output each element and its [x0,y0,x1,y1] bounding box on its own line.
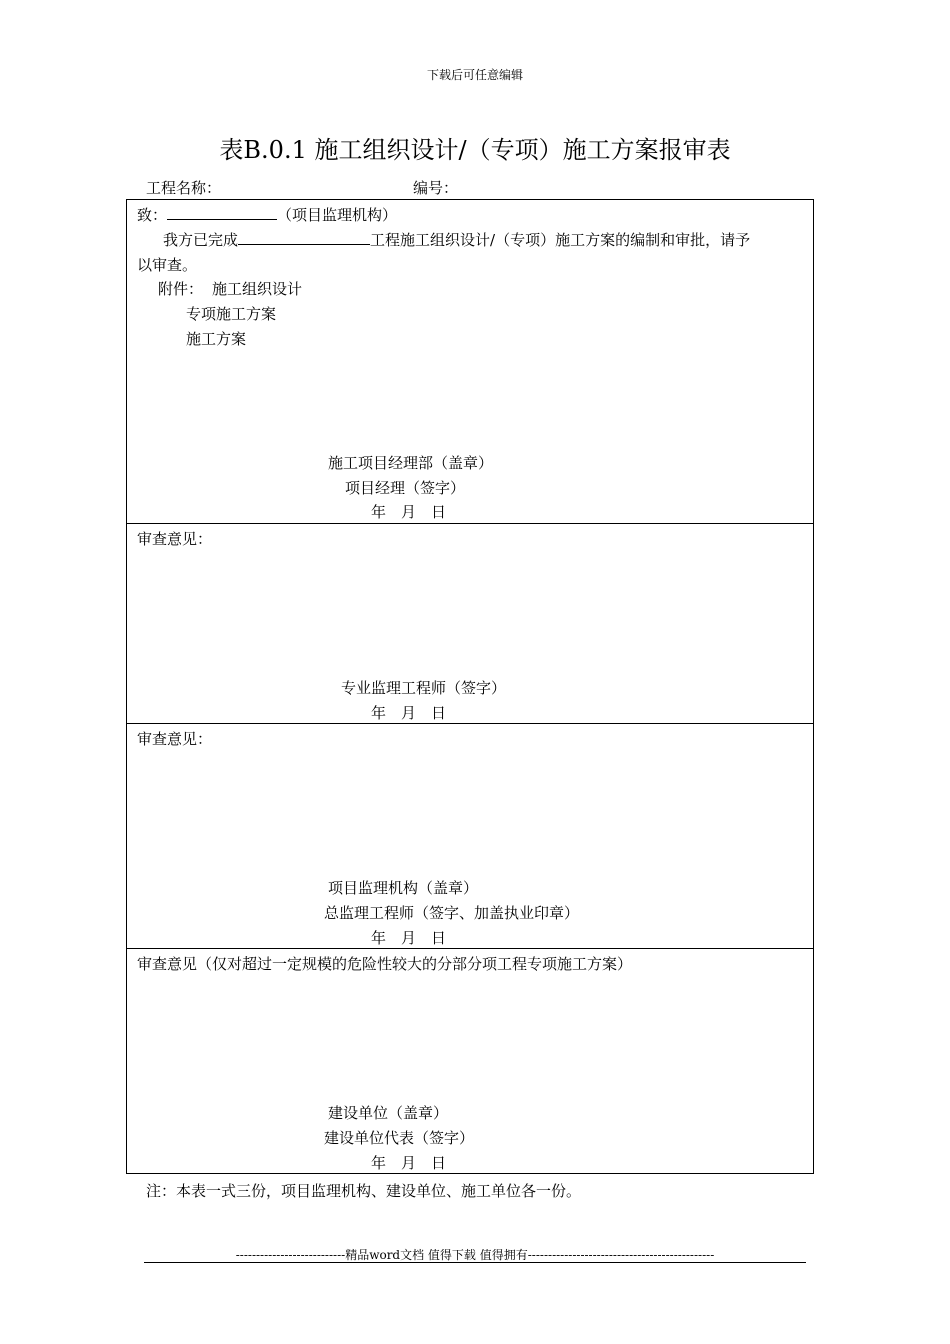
sign-date: 年 月 日 [371,503,447,521]
sign-owner-unit: 建设单位（盖章） [328,1104,449,1122]
to-blank [167,205,277,220]
header-note: 下载后可任意编辑 [426,68,523,82]
sign-supervision-org: 项目监理机构（盖章） [328,879,479,897]
footer-divider [144,1262,806,1263]
body-line [163,229,750,250]
review-label: 审查意见（仅对超过一定规模的危险性较大的分部分项工程专项施工方案） [137,955,633,973]
review-label: 审查意见： [137,730,213,748]
attachment-label: 附件： [158,280,204,298]
section-review-chief [126,723,814,949]
section-submission [126,199,814,524]
attachment-item: 专项施工方案 [186,305,277,323]
body-suffix: 工程施工组织设计/（专项）施工方案的编制和审批，请予 [370,231,751,249]
section-review-supervisor [126,523,814,724]
project-name-label: 工程名称： [146,179,222,197]
body-line-2: 以审查。 [137,256,198,274]
project-blank [238,230,370,245]
section-review-owner [126,948,814,1174]
attachment-item: 施工方案 [186,330,247,348]
sign-contractor-dept: 施工项目经理部（盖章） [328,454,494,472]
to-suffix: （项目监理机构） [277,206,398,224]
form-title: 表B.0.1 施工组织设计/（专项）施工方案报审表 [219,136,731,164]
sign-project-manager: 项目经理（签字） [345,479,466,497]
sign-supervising-engineer: 专业监理工程师（签字） [341,679,507,697]
copies-note: 注：本表一式三份，项目监理机构、建设单位、施工单位各一份。 [146,1182,582,1200]
to-label: 致： [137,206,168,224]
sign-date: 年 月 日 [371,704,447,722]
sign-chief-engineer: 总监理工程师（签字、加盖执业印章） [324,904,580,922]
attachment-item: 施工组织设计 [212,280,303,298]
sign-date: 年 月 日 [371,929,447,947]
sign-date: 年 月 日 [371,1154,447,1172]
to-line [137,204,397,225]
body-prefix: 我方已完成 [163,231,239,249]
number-label: 编号： [413,179,459,197]
review-label: 审查意见： [137,530,213,548]
sign-owner-rep: 建设单位代表（签字） [324,1129,475,1147]
footer-text: ---------------------------精品word文档 值得下载 值得拥有---------------------------------------------- [235,1248,715,1262]
